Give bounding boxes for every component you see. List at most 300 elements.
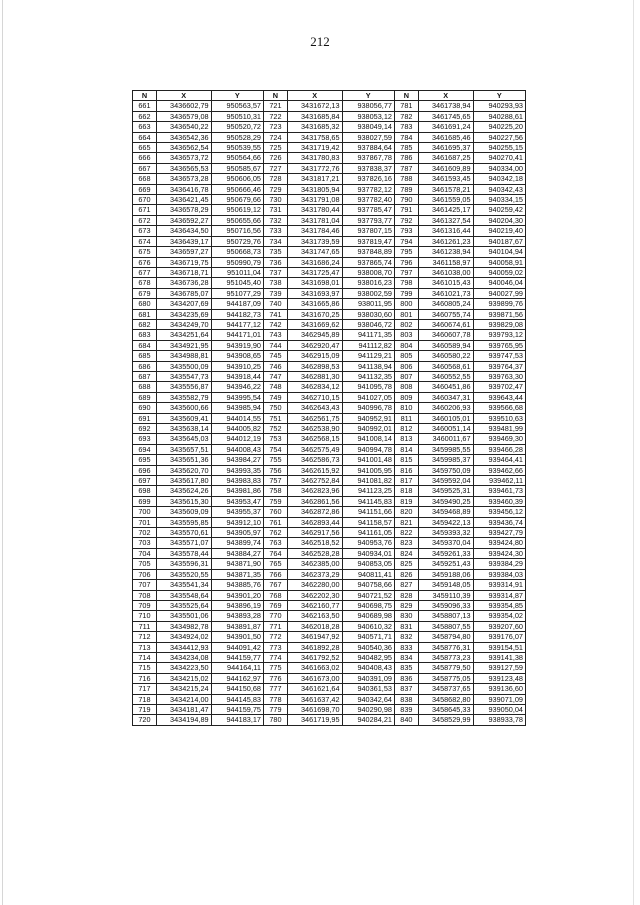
cell-n: 744 [263,340,287,350]
cell-x: 3459422,13 [418,517,473,527]
cell-n: 771 [263,621,287,631]
cell-n: 797 [394,267,418,277]
cell-y: 940342,64 [342,694,394,704]
cell-n: 692 [133,424,157,434]
cell-y: 940259,42 [473,205,525,215]
cell-n: 729 [263,184,287,194]
cell-n: 819 [394,496,418,506]
cell-y: 939464,41 [473,455,525,465]
table-row [133,143,526,153]
cell-x: 3459188,06 [418,569,473,579]
cell-y: 938002,59 [342,288,394,298]
table-row [133,111,526,121]
cell-y: 940953,76 [342,538,394,548]
cell-y: 943995,54 [211,392,263,402]
cell-n: 664 [133,132,157,142]
cell-y: 950585,67 [211,163,263,173]
cell-x: 3431665,86 [287,299,342,309]
cell-y: 951045,40 [211,278,263,288]
cell-y: 950668,73 [211,247,263,257]
cell-x: 3431781,04 [287,215,342,225]
cell-y: 941095,78 [342,382,394,392]
cell-y: 939427,79 [473,528,525,538]
cell-n: 706 [133,569,157,579]
cell-x: 3460011,67 [418,434,473,444]
cell-n: 708 [133,590,157,600]
cell-n: 681 [133,309,157,319]
cell-y: 941151,66 [342,507,394,517]
cell-n: 827 [394,580,418,590]
cell-n: 736 [263,257,287,267]
table-row [133,684,526,694]
cell-y: 950666,46 [211,184,263,194]
cell-x: 3436565,53 [156,163,211,173]
cell-y: 939207,60 [473,621,525,631]
cell-y: 937785,47 [342,205,394,215]
cell-x: 3436718,71 [156,267,211,277]
cell-y: 950528,29 [211,132,263,142]
cell-y: 944150,68 [211,684,263,694]
cell-y: 950990,79 [211,257,263,267]
cell-y: 939456,12 [473,507,525,517]
cell-y: 944159,77 [211,652,263,662]
table-row [133,319,526,329]
table-row [133,195,526,205]
cell-n: 672 [133,215,157,225]
cell-n: 702 [133,528,157,538]
table-row [133,299,526,309]
cell-y: 938046,72 [342,319,394,329]
cell-y: 943912,10 [211,517,263,527]
cell-n: 783 [394,122,418,132]
cell-n: 808 [394,382,418,392]
scan-edge-right [633,0,634,905]
column-header-n: N [394,91,418,101]
cell-y: 939643,44 [473,392,525,402]
cell-x: 3435556,87 [156,382,211,392]
cell-x: 3431772,76 [287,163,342,173]
cell-n: 801 [394,309,418,319]
table-row [133,424,526,434]
cell-x: 3458645,33 [418,704,473,714]
cell-n: 777 [263,684,287,694]
cell-n: 779 [263,704,287,714]
cell-x: 3436542,36 [156,132,211,142]
cell-n: 722 [263,111,287,121]
cell-y: 937867,78 [342,153,394,163]
cell-y: 938008,70 [342,267,394,277]
coordinates-table [132,90,526,726]
cell-y: 939424,80 [473,538,525,548]
table-row [133,444,526,454]
cell-n: 697 [133,476,157,486]
cell-n: 691 [133,413,157,423]
cell-n: 739 [263,288,287,298]
cell-x: 3459261,33 [418,548,473,558]
cell-n: 732 [263,215,287,225]
cell-n: 830 [394,611,418,621]
cell-y: 951077,29 [211,288,263,298]
cell-n: 679 [133,288,157,298]
cell-n: 765 [263,559,287,569]
cell-y: 950729,76 [211,236,263,246]
cell-y: 940994,78 [342,444,394,454]
cell-y: 940698,75 [342,600,394,610]
cell-y: 950564,66 [211,153,263,163]
cell-x: 3459251,43 [418,559,473,569]
cell-y: 941158,57 [342,517,394,527]
table-row [133,153,526,163]
cell-x: 3458529,99 [418,715,473,725]
cell-n: 740 [263,299,287,309]
cell-n: 824 [394,548,418,558]
cell-x: 3462861,56 [287,496,342,506]
table-row [133,278,526,288]
cell-x: 3462518,52 [287,538,342,548]
table-row [133,174,526,184]
cell-n: 822 [394,528,418,538]
cell-x: 3460580,22 [418,351,473,361]
cell-y: 944171,01 [211,330,263,340]
cell-y: 940255,15 [473,143,525,153]
cell-n: 776 [263,673,287,683]
cell-x: 3462586,73 [287,455,342,465]
cell-x: 3436592,27 [156,215,211,225]
table-row [133,413,526,423]
cell-x: 3461738,94 [418,101,473,111]
cell-n: 787 [394,163,418,173]
cell-x: 3436416,78 [156,184,211,194]
cell-n: 705 [133,559,157,569]
cell-x: 3435500,09 [156,361,211,371]
cell-y: 937865,74 [342,257,394,267]
cell-n: 696 [133,465,157,475]
cell-n: 678 [133,278,157,288]
cell-n: 667 [133,163,157,173]
table-row [133,486,526,496]
cell-x: 3431670,25 [287,309,342,319]
cell-x: 3459370,04 [418,538,473,548]
cell-y: 943955,37 [211,507,263,517]
cell-n: 661 [133,101,157,111]
cell-n: 670 [133,195,157,205]
cell-y: 939127,59 [473,663,525,673]
cell-y: 941027,05 [342,392,394,402]
cell-y: 950619,12 [211,205,263,215]
cell-n: 742 [263,319,287,329]
cell-y: 940227,56 [473,132,525,142]
cell-x: 3431725,47 [287,267,342,277]
cell-x: 3460674,61 [418,319,473,329]
cell-n: 741 [263,309,287,319]
cell-n: 790 [394,195,418,205]
column-header-n: N [263,91,287,101]
cell-y: 944145,83 [211,694,263,704]
cell-x: 3461637,42 [287,694,342,704]
cell-n: 695 [133,455,157,465]
cell-n: 818 [394,486,418,496]
cell-x: 3459393,32 [418,528,473,538]
cell-x: 3458807,13 [418,611,473,621]
cell-y: 939384,29 [473,559,525,569]
cell-y: 941132,35 [342,371,394,381]
cell-y: 938011,95 [342,299,394,309]
cell-x: 3436562,54 [156,143,211,153]
cell-x: 3458776,31 [418,642,473,652]
cell-y: 939176,07 [473,632,525,642]
cell-x: 3461663,02 [287,663,342,673]
table-row [133,403,526,413]
cell-n: 716 [133,673,157,683]
column-header-x: X [418,91,473,101]
table-row [133,559,526,569]
cell-x: 3435620,70 [156,465,211,475]
cell-y: 940758,66 [342,580,394,590]
cell-n: 791 [394,205,418,215]
cell-n: 717 [133,684,157,694]
cell-y: 941171,35 [342,330,394,340]
cell-x: 3435600,66 [156,403,211,413]
cell-x: 3458682,80 [418,694,473,704]
cell-n: 674 [133,236,157,246]
cell-y: 941123,25 [342,486,394,496]
cell-y: 939466,28 [473,444,525,454]
cell-x: 3462163,50 [287,611,342,621]
cell-n: 821 [394,517,418,527]
cell-y: 944091,42 [211,642,263,652]
cell-x: 3462945,89 [287,330,342,340]
cell-n: 680 [133,299,157,309]
cell-x: 3458737,65 [418,684,473,694]
cell-n: 727 [263,163,287,173]
cell-y: 944008,43 [211,444,263,454]
cell-y: 943981,86 [211,486,263,496]
cell-n: 834 [394,652,418,662]
cell-y: 944005,82 [211,424,263,434]
cell-y: 950606,05 [211,174,263,184]
cell-x: 3431739,59 [287,236,342,246]
cell-x: 3435570,61 [156,528,211,538]
cell-y: 937884,64 [342,143,394,153]
cell-y: 939461,73 [473,486,525,496]
cell-y: 939136,60 [473,684,525,694]
cell-x: 3461559,05 [418,195,473,205]
cell-n: 825 [394,559,418,569]
cell-y: 940721,52 [342,590,394,600]
cell-n: 762 [263,528,287,538]
cell-x: 3459985,55 [418,444,473,454]
cell-x: 3462881,30 [287,371,342,381]
cell-y: 939566,68 [473,403,525,413]
table-row [133,548,526,558]
table-row [133,652,526,662]
cell-x: 3462528,28 [287,548,342,558]
cell-x: 3462893,44 [287,517,342,527]
cell-n: 766 [263,569,287,579]
cell-n: 688 [133,382,157,392]
cell-n: 725 [263,143,287,153]
cell-n: 684 [133,340,157,350]
cell-x: 3460755,74 [418,309,473,319]
cell-y: 940288,61 [473,111,525,121]
cell-n: 700 [133,507,157,517]
cell-x: 3462898,53 [287,361,342,371]
cell-x: 3461695,37 [418,143,473,153]
cell-x: 3435578,44 [156,548,211,558]
table-row [133,122,526,132]
cell-y: 950679,66 [211,195,263,205]
cell-y: 940610,32 [342,621,394,631]
cell-x: 3460589,94 [418,340,473,350]
cell-n: 811 [394,413,418,423]
cell-y: 939765,95 [473,340,525,350]
cell-n: 794 [394,236,418,246]
cell-x: 3435582,79 [156,392,211,402]
cell-n: 760 [263,507,287,517]
cell-n: 758 [263,486,287,496]
cell-n: 709 [133,600,157,610]
table-row [133,715,526,725]
cell-n: 752 [263,424,287,434]
cell-x: 3462538,90 [287,424,342,434]
cell-x: 3459592,04 [418,476,473,486]
cell-x: 3462280,00 [287,580,342,590]
cell-x: 3436736,28 [156,278,211,288]
cell-y: 941145,83 [342,496,394,506]
cell-y: 941001,48 [342,455,394,465]
cell-y: 939871,56 [473,309,525,319]
cell-y: 940853,05 [342,559,394,569]
table-row [133,538,526,548]
cell-n: 682 [133,319,157,329]
cell-n: 772 [263,632,287,642]
cell-x: 3459985,37 [418,455,473,465]
cell-n: 773 [263,642,287,652]
cell-y: 937838,37 [342,163,394,173]
cell-n: 698 [133,486,157,496]
table-header-row [133,91,526,101]
cell-y: 944177,12 [211,319,263,329]
cell-y: 939354,02 [473,611,525,621]
cell-n: 668 [133,174,157,184]
cell-x: 3436439,17 [156,236,211,246]
cell-x: 3461621,64 [287,684,342,694]
cell-y: 940408,43 [342,663,394,673]
cell-x: 3431780,83 [287,153,342,163]
cell-n: 676 [133,257,157,267]
cell-x: 3434223,50 [156,663,211,673]
cell-y: 939050,04 [473,704,525,714]
cell-y: 937807,15 [342,226,394,236]
cell-x: 3462643,43 [287,403,342,413]
table-row [133,288,526,298]
cell-y: 943953,47 [211,496,263,506]
cell-n: 756 [263,465,287,475]
cell-y: 944012,19 [211,434,263,444]
cell-y: 940027,99 [473,288,525,298]
table-row [133,600,526,610]
cell-y: 943891,87 [211,621,263,631]
cell-x: 3436602,79 [156,101,211,111]
table-row [133,226,526,236]
cell-y: 937782,40 [342,195,394,205]
cell-x: 3461745,65 [418,111,473,121]
scan-edge-left [2,0,3,905]
cell-n: 816 [394,465,418,475]
cell-x: 3460206,93 [418,403,473,413]
cell-x: 3462373,29 [287,569,342,579]
cell-x: 3461593,45 [418,174,473,184]
table-row [133,340,526,350]
cell-x: 3435571,07 [156,538,211,548]
cell-x: 3431685,84 [287,111,342,121]
cell-y: 938049,14 [342,122,394,132]
cell-x: 3459148,05 [418,580,473,590]
cell-y: 943871,90 [211,559,263,569]
cell-x: 3434207,69 [156,299,211,309]
cell-n: 833 [394,642,418,652]
cell-x: 3436579,08 [156,111,211,121]
cell-y: 943899,74 [211,538,263,548]
cell-n: 693 [133,434,157,444]
cell-x: 3461892,28 [287,642,342,652]
cell-n: 835 [394,663,418,673]
cell-y: 940689,98 [342,611,394,621]
cell-x: 3434215,02 [156,673,211,683]
cell-y: 938030,60 [342,309,394,319]
cell-x: 3461158,97 [418,257,473,267]
cell-n: 778 [263,694,287,704]
cell-y: 939314,87 [473,590,525,600]
cell-x: 3461015,43 [418,278,473,288]
table-row [133,611,526,621]
table-row [133,569,526,579]
cell-x: 3461038,00 [418,267,473,277]
cell-y: 943910,25 [211,361,263,371]
cell-y: 950510,31 [211,111,263,121]
cell-n: 814 [394,444,418,454]
cell-x: 3461261,23 [418,236,473,246]
cell-y: 939793,12 [473,330,525,340]
table-row [133,632,526,642]
cell-y: 939764,37 [473,361,525,371]
cell-y: 944183,17 [211,715,263,725]
cell-n: 761 [263,517,287,527]
cell-x: 3461021,73 [418,288,473,298]
cell-y: 941129,21 [342,351,394,361]
cell-x: 3435596,31 [156,559,211,569]
cell-x: 3431784,46 [287,226,342,236]
table-row [133,361,526,371]
cell-y: 940952,91 [342,413,394,423]
cell-y: 950655,66 [211,215,263,225]
cell-y: 943893,28 [211,611,263,621]
cell-x: 3459750,09 [418,465,473,475]
cell-n: 718 [133,694,157,704]
cell-y: 939899,76 [473,299,525,309]
cell-n: 763 [263,538,287,548]
cell-y: 940059,02 [473,267,525,277]
cell-n: 715 [133,663,157,673]
cell-n: 754 [263,444,287,454]
cell-y: 937826,16 [342,174,394,184]
cell-n: 802 [394,319,418,329]
cell-x: 3462834,12 [287,382,342,392]
cell-x: 3461578,21 [418,184,473,194]
cell-x: 3460805,24 [418,299,473,309]
table-row [133,163,526,173]
cell-x: 3462202,30 [287,590,342,600]
